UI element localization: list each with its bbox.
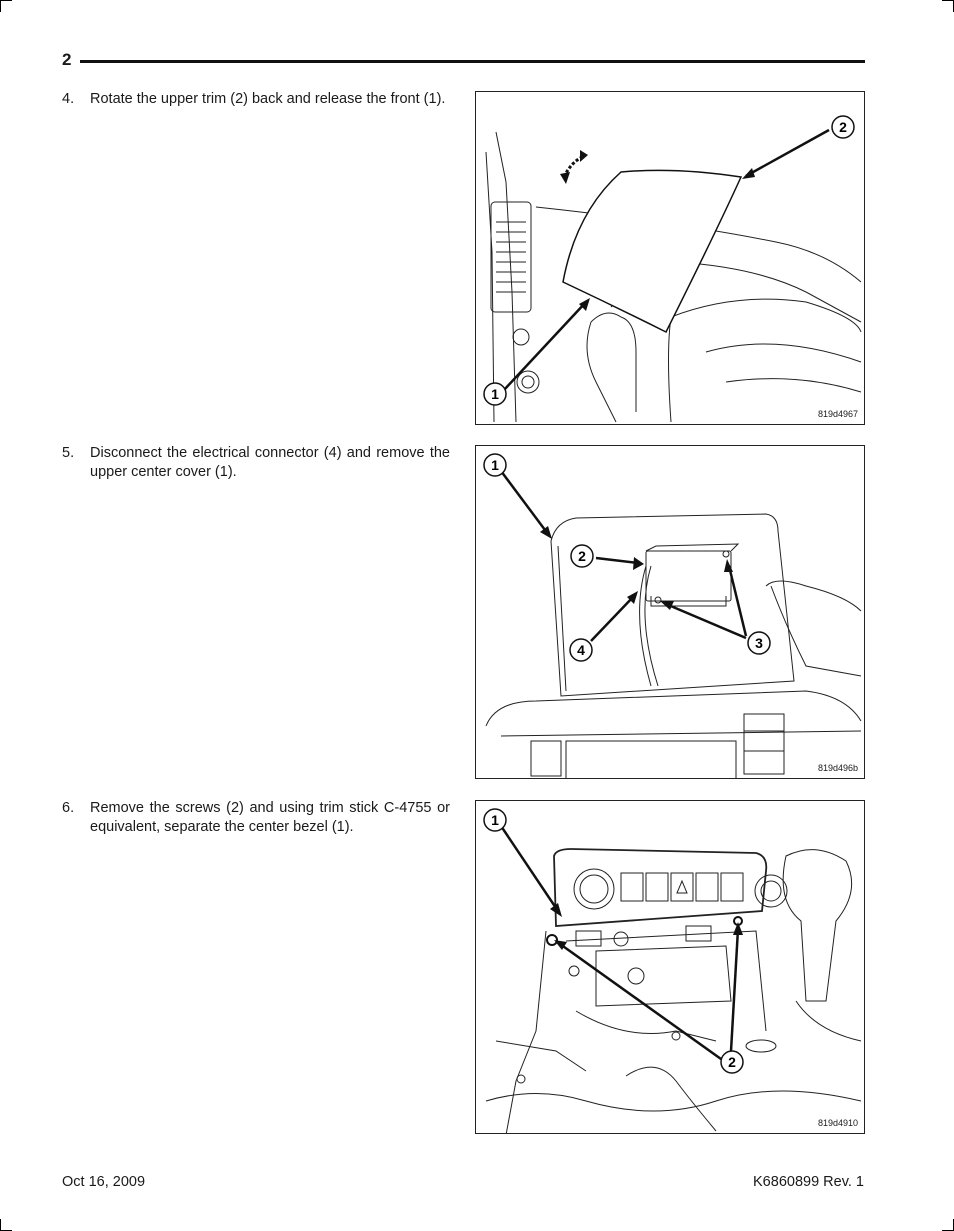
figure-upper-center-cover — [475, 445, 865, 779]
callout-1: 1 — [491, 457, 499, 473]
figure-upper-trim — [475, 91, 865, 425]
step-number: 6. — [62, 800, 75, 816]
step-text: Rotate the upper trim (2) back and release the front (1). — [90, 91, 446, 107]
callout-2: 2 — [578, 548, 586, 564]
figure-code: 819d496b — [817, 763, 858, 773]
step-5 — [62, 444, 450, 482]
page-number: 2 — [62, 50, 72, 69]
figure-center-bezel-illustration — [476, 801, 865, 1134]
figure-center-cover-illustration — [476, 446, 865, 779]
crop-mark-tr — [942, 0, 954, 1]
crop-mark-tl — [0, 0, 1, 12]
step-number: 4. — [62, 91, 75, 107]
figure-code: 819d4967 — [817, 409, 858, 419]
step-text: Remove the screws (2) and using trim stick C-4755 or equivalent, separate the center bezel (1). — [90, 800, 450, 835]
figure-code: 819d4910 — [817, 1118, 858, 1128]
header-rule — [80, 60, 865, 63]
footer-document-number: K6860899 Rev. 1 — [753, 1174, 864, 1190]
callout-1: 1 — [491, 812, 499, 828]
step-6 — [62, 799, 450, 837]
figure-upper-trim-illustration — [476, 92, 865, 425]
step-number: 5. — [62, 445, 75, 461]
crop-mark-tl — [0, 0, 12, 1]
step-4 — [62, 90, 450, 109]
callout-1: 1 — [491, 386, 499, 402]
footer-date: Oct 16, 2009 — [62, 1174, 146, 1190]
figure-center-bezel — [475, 800, 865, 1134]
callout-2: 2 — [839, 119, 847, 135]
callout-2: 2 — [728, 1054, 736, 1070]
callout-3: 3 — [755, 635, 763, 651]
step-text: Disconnect the electrical connector (4) and remove the upper center cover (1). — [90, 445, 450, 480]
callout-4: 4 — [577, 642, 585, 658]
